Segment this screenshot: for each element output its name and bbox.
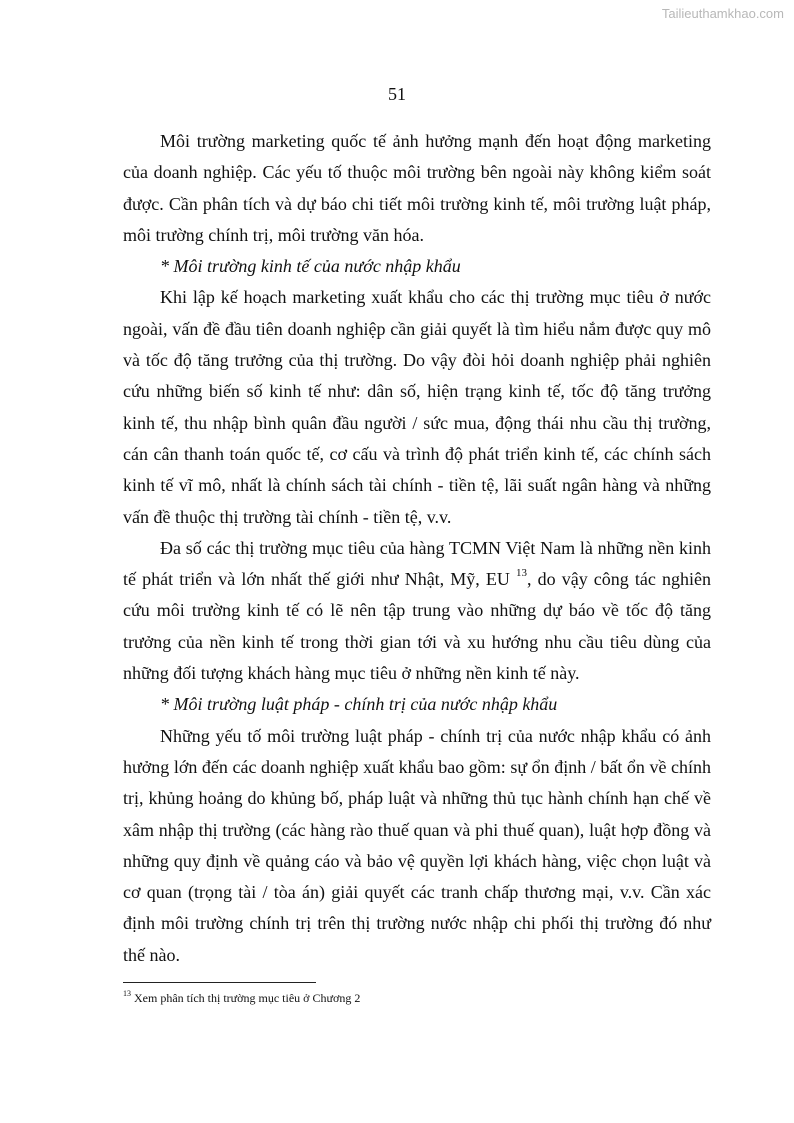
paragraph-economic: Khi lập kế hoạch marketing xuất khẩu cho các thị trường mục tiêu ở nước ngoài, vấn đề đầu tiên doanh nghiệp cần giải quyết là tìm hiểu nắm được quy mô và tốc độ tăng trưởng của thị trường. Do vậy đòi hỏi doanh nghiệp phải nghiên cứu những biến số kinh tế như: dân số, hiện trạng kinh tế, tốc độ tăng trưởng kinh tế, thu nhập bình quân đầu người / sức mua, động thái nhu cầu thị trường, cán cân thanh toán quốc tế, cơ cấu và trình độ phát triển kinh tế, các chính sách kinh tế vĩ mô, nhất là chính sách tài chính - tiền tệ, lãi suất ngân hàng và những vấn đề thuộc thị trường tài chính - tiền tệ, v.v. bbox=[123, 287, 711, 527]
footnote-text: Xem phân tích thị trường mục tiêu ở Chương 2 bbox=[131, 991, 361, 1005]
footnote-number: 13 bbox=[123, 989, 131, 998]
paragraph-text-before: Đa số các thị trường mục tiêu của hàng TCMN Việt Nam là những nền kinh tế phát triển và lớn nhất thế giới như Nhật, Mỹ, EU bbox=[123, 537, 711, 590]
section-heading-legal-political: * Môi trường luật pháp - chính trị của nước nhập khẩu bbox=[160, 694, 558, 715]
footnote-divider bbox=[123, 982, 316, 983]
paragraph-legal-political: Những yếu tố môi trường luật pháp - chính trị của nước nhập khẩu có ảnh hưởng lớn đến các doanh nghiệp xuất khẩu bao gồm: sự ổn định / bất ổn về chính trị, khủng hoảng do khủng bố, pháp luật và những thủ tục hành chính hạn chế về xâm nhập thị trường (các hàng rào thuế quan và phi thuế quan), luật hợp đồng và những quy định về quảng cáo và bảo vệ quyền lợi khách hàng, việc chọn luật và cơ quan (trọng tài / tòa án) giải quyết các tranh chấp thương mại, v.v. Cần xác định môi trường chính trị trên thị trường nước nhập chi phối thị trường đó như thế nào. bbox=[123, 725, 711, 965]
body-text bbox=[123, 126, 711, 971]
paragraph-intro: Môi trường marketing quốc tế ảnh hưởng mạnh đến hoạt động marketing của doanh nghiệp. Các yếu tố thuộc môi trường bên ngoài này không kiểm soát được. Cần phân tích và dự báo chi tiết môi trường kinh tế, môi trường luật pháp, môi trường chính trị, môi trường văn hóa. bbox=[123, 131, 711, 245]
paragraph-target-markets bbox=[123, 533, 711, 689]
watermark: Tailieuthamkhao.com bbox=[661, 6, 784, 21]
footnote-reference[interactable]: 13 bbox=[516, 567, 527, 580]
footnote bbox=[123, 991, 711, 1005]
section-heading-economic: * Môi trường kinh tế của nước nhập khẩu bbox=[160, 256, 461, 277]
page-number: 51 bbox=[388, 84, 406, 104]
paragraph-text-after: , do vậy công tác nghiên cứu môi trường kinh tế có lẽ nên tập trung vào những dự báo về tốc độ tăng trưởng của nền kinh tế trong thời gian tới và xu hướng nhu cầu tiêu dùng của những đối tượng khách hàng mục tiêu ở những nền kinh tế này. bbox=[123, 569, 711, 684]
